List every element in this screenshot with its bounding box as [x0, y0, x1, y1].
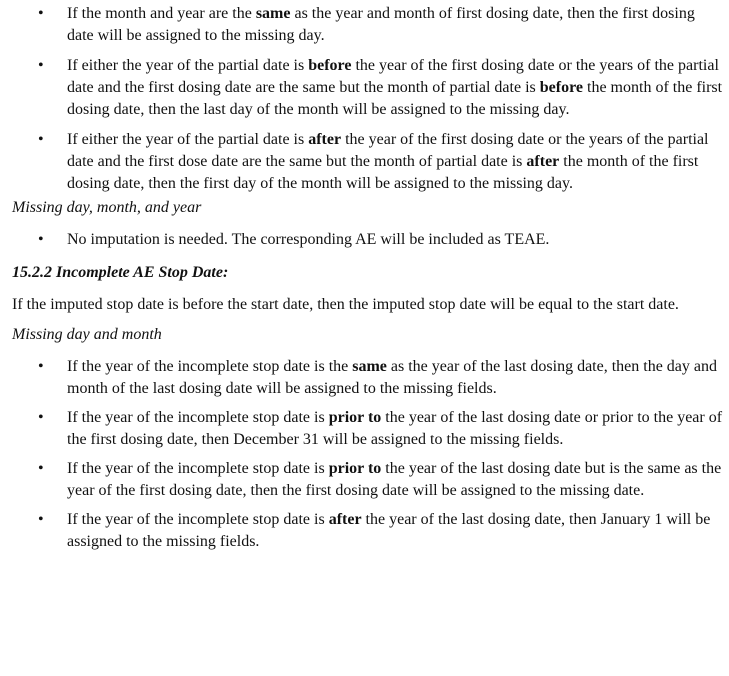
missing-all-rules — [12, 229, 729, 251]
bullet-icon: • — [38, 358, 44, 375]
bullet-icon: • — [38, 511, 44, 528]
missing-day-month-year-label: Missing day, month, and year — [12, 199, 202, 216]
bullet-icon: • — [38, 131, 44, 148]
bullet-icon: • — [38, 460, 44, 477]
section-heading: 15.2.2 Incomplete AE Stop Date: — [12, 264, 229, 281]
missing-day-rules — [12, 3, 729, 195]
stop-date-rules — [12, 356, 729, 553]
bullet-icon: • — [38, 231, 44, 248]
list-item: • No imputation is needed. The corresponding AE will be included as TEAE. — [12, 229, 729, 251]
bullet-icon: • — [38, 57, 44, 74]
list-item: • If the year of the incomplete stop date is prior to the year of the last dosing date but is the same as the year of the first dosing date, then the first dosing date will be assigned to the missing date. — [38, 460, 722, 499]
list-item: • If the month and year are the same as the year and month of first dosing date, then the first dosing date will be assigned to the missing day. — [38, 5, 695, 44]
stop-date-paragraph: If the imputed stop date is before the start date, then the imputed stop date will be equal to the start date. — [12, 296, 679, 313]
list-item: • If the year of the incomplete stop date is the same as the year of the last dosing date, then the day and month of the last dosing date will be assigned to the missing fields. — [38, 358, 718, 397]
list-item: • If the year of the incomplete stop date is prior to the year of the last dosing date or prior to the year of the first dosing date, then December 31 will be assigned to the missing fields. — [38, 409, 723, 448]
missing-day-month-label: Missing day and month — [12, 326, 162, 343]
bullet-icon: • — [38, 409, 44, 426]
list-item: • If either the year of the partial date is before the year of the first dosing date or the years of the partial date and the first dosing date are the same but the month of partial date is before the month of the first dosing date, then the last day of the month will be assigned to the missing day. — [38, 57, 723, 118]
list-item: • If either the year of the partial date is after the year of the first dosing date or the years of the partial date and the first dose date are the same but the month of partial date is after the month of the first dosing date, then the first day of the month will be assigned to the missing day. — [38, 131, 709, 192]
list-item: • If the year of the incomplete stop date is after the year of the last dosing date, then January 1 will be assigned to the missing fields. — [38, 511, 711, 550]
bullet-icon: • — [38, 5, 44, 22]
